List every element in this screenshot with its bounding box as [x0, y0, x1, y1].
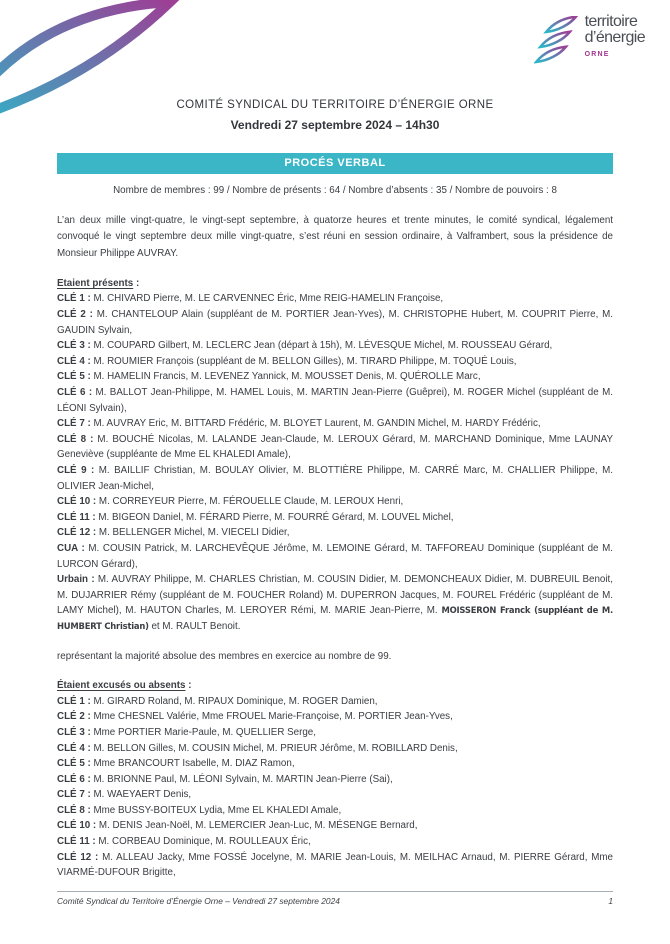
attendee-line: CLÉ 12 : M. ALLEAU Jacky, Mme FOSSÉ Jocelyne, M. MARIE Jean-Louis, M. MEILHAC Arnaud, M. PIERRE Gérard, Mme VIARMÉ-DUFOUR Brigitte,	[57, 851, 613, 879]
proces-verbal-banner: PROCÉS VERBAL	[57, 153, 613, 174]
attendee-line: CLÉ 10 : M. DENIS Jean-Noël, M. LEMERCIER Jean-Luc, M. MÉSENGE Bernard,	[57, 820, 418, 832]
attendee-line-label: CLÉ 10 :	[57, 820, 99, 832]
document-date-heading: Vendredi 27 septembre 2024 – 14h30	[230, 118, 440, 132]
attendee-line-label: CLÉ 1 :	[57, 293, 94, 305]
attendee-line: CLÉ 4 : M. BELLON Gilles, M. COUSIN Michel, M. PRIEUR Jérôme, M. ROBILLARD Denis,	[57, 742, 458, 754]
attendee-line-label: CLÉ 5 :	[57, 371, 94, 383]
footer-document-title: Comité Syndical du Territoire d’Énergie Orne – Vendredi 27 septembre 2024	[57, 896, 340, 906]
attendee-line: CUA : M. COUSIN Patrick, M. LARCHEVÊQUE Jérôme, M. LEMOINE Gérard, M. TAFFOREAU Dominique (suppléant de M. LURCON Gérard),	[57, 542, 613, 570]
present-heading	[57, 276, 613, 292]
attendee-line-label: Urbain :	[57, 574, 98, 586]
brand-name-line1: territoire	[584, 13, 638, 30]
attendee-line: CLÉ 5 : Mme BRANCOURT Isabelle, M. DIAZ Ramon,	[57, 758, 295, 770]
brand-region-label: ORNE	[584, 51, 610, 58]
absent-heading-colon: :	[185, 680, 192, 692]
attendee-line: CLÉ 12 : M. BELLENGER Michel, M. VIECELI Didier,	[57, 527, 290, 539]
attendee-line: CLÉ 9 : M. BAILLIF Christian, M. BOULAY Olivier, M. BLOTTIÈRE Philippe, M. CARRÉ Marc, M. CHALLIER Philippe, M. OLIVIER Jean-Michel,	[57, 465, 613, 492]
absent-heading-text: Étaient excusés ou absents	[57, 680, 186, 692]
attendee-line: CLÉ 7 : M. AUVRAY Eric, M. BITTARD Frédéric, M. BLOYET Laurent, M. GANDIN Michel, M. HARDY Frédéric,	[57, 418, 541, 430]
present-list	[57, 291, 613, 634]
attendee-line: CLÉ 4 : M. ROUMIER François (suppléant de M. BELLON Gilles), M. TIRARD Philippe, M. TOQUÉ Louis,	[57, 355, 517, 367]
attendee-line: CLÉ 11 : M. BIGEON Daniel, M. FÉRARD Pierre, M. FOURRÉ Gérard, M. LOUVEL Michel,	[57, 511, 454, 523]
attendee-line-label: CLÉ 4 :	[57, 742, 94, 754]
present-heading-colon: :	[133, 277, 140, 289]
attendee-line-label: CLÉ 12 :	[57, 851, 103, 863]
attendee-line: Urbain : M. AUVRAY Philippe, M. CHARLES Christian, M. COUSIN Didier, M. DEMONCHEAUX Didier, M. DUBREUIL Benoit, M. DUJARRIER Rémy (suppléant de M. FOUCHER Roland) M. DUPERRON Jacques, M. FOUREL Frédéric (suppléant de M. LAMY Michel), M. HAUTON Charles, M. LEROYER Rémi, M. MARIE Jean-Pierre, M. MOISSERON Franck (suppléant de M. HUMBERT Christian) et M. RAULT Benoit.	[57, 574, 613, 632]
attendee-line: CLÉ 3 : M. COUPARD Gilbert, M. LECLERC Jean (départ à 15h), M. LÉVESQUE Michel, M. ROUSSEAU Gérard,	[57, 340, 553, 352]
attendee-line: CLÉ 6 : M. BALLOT Jean-Philippe, M. HAMEL Louis, M. MARTIN Jean-Pierre (Guêprei), M. ROGER Michel (suppléant de M. LÉONI Sylvain),	[57, 387, 613, 414]
attendee-line: CLÉ 2 : Mme CHESNEL Valérie, Mme FROUEL Marie-Françoise, M. PORTIER Jean-Yves,	[57, 711, 453, 723]
attendee-line-label: CLÉ 2 :	[57, 309, 97, 321]
page-footer	[57, 891, 613, 906]
intro-paragraph: L’an deux mille vingt-quatre, le vingt-sept septembre, à quatorze heures et trente minutes, le comité syndical, légalement convoqué le vingt septembre deux mille vingt-quatre, s’est réuni en session ordinaire, à Valframbert, sous la présidence de Monsieur Philippe AUVRAY.	[57, 215, 613, 259]
attendee-line-label: CLÉ 8 :	[57, 433, 98, 445]
attendee-line: CLÉ 3 : Mme PORTIER Marie-Paule, M. QUELLIER Serge,	[57, 726, 316, 738]
attendee-line: CLÉ 7 : M. WAEYAERT Denis,	[57, 789, 192, 801]
attendee-line-label: CLÉ 9 :	[57, 465, 99, 477]
absent-list	[57, 694, 613, 881]
attendee-line-label: CLÉ 5 :	[57, 758, 94, 770]
attendee-line-label: CLÉ 10 :	[57, 496, 99, 508]
footer-page-number: 1	[608, 896, 613, 906]
attendee-line-label: CLÉ 3 :	[57, 726, 94, 738]
attendee-line-label: CLÉ 11 :	[57, 836, 99, 848]
attendee-line: CLÉ 2 : M. CHANTELOUP Alain (suppléant de M. PORTIER Jean-Yves), M. CHRISTOPHE Hubert, M. COUPRIT Pierre, M. GAUDIN Sylvain,	[57, 309, 613, 336]
attendee-line-label: CLÉ 3 :	[57, 340, 94, 352]
absent-heading	[57, 678, 613, 694]
attendee-line-label: CLÉ 7 :	[57, 418, 94, 430]
attendee-line: CLÉ 10 : M. CORREYEUR Pierre, M. FÉROUELLE Claude, M. LEROUX Henri,	[57, 496, 404, 508]
attendee-line-label: CUA :	[57, 542, 89, 554]
attendee-line: CLÉ 8 : M. BOUCHÉ Nicolas, M. LALANDE Jean-Claude, M. LEROUX Gérard, M. MARCHAND Dominique, Mme LAUNAY Geneviève (suppléante de Mme EL KHALEDI Amale),	[57, 433, 613, 461]
present-heading-text: Etaient présents	[57, 277, 134, 289]
attendee-line-label: CLÉ 6 :	[57, 387, 96, 399]
attendee-line-label: CLÉ 8 :	[57, 804, 94, 816]
attendee-line-label: CLÉ 7 :	[57, 789, 94, 801]
attendee-line: CLÉ 8 : Mme BUSSY-BOITEUX Lydia, Mme EL KHALEDI Amale,	[57, 804, 342, 816]
attendee-line: CLÉ 1 : M. GIRARD Roland, M. RIPAUX Dominique, M. ROGER Damien,	[57, 695, 378, 707]
brand-name-line2: d’énergie	[584, 28, 645, 46]
majority-line: représentant la majorité absolue des membres en exercice au nombre de 99.	[57, 650, 392, 662]
attendee-line-label: CLÉ 1 :	[57, 695, 94, 707]
document-title: COMITÉ SYNDICAL DU TERRITOIRE D’ÉNERGIE ORNE	[176, 99, 494, 111]
attendee-line-label: CLÉ 4 :	[57, 355, 94, 367]
attendee-line-label: CLÉ 2 :	[57, 711, 94, 723]
attendee-line: CLÉ 11 : M. CORBEAU Dominique, M. ROULLEAUX Éric,	[57, 836, 311, 848]
attendee-line: CLÉ 6 : M. BRIONNE Paul, M. LÉONI Sylvain, M. MARTIN Jean-Pierre (Sai),	[57, 773, 393, 785]
member-counts-line: Nombre de membres : 99 / Nombre de présents : 64 / Nombre d’absents : 35 / Nombre de pouvoirs : 8	[113, 185, 557, 196]
attendee-line: CLÉ 1 : M. CHIVARD Pierre, M. LE CARVENNEC Éric, Mme REIG-HAMELIN Françoise,	[57, 293, 444, 305]
attendee-line-label: CLÉ 11 :	[57, 511, 99, 523]
attendee-line: CLÉ 5 : M. HAMELIN Francis, M. LEVENEZ Yannick, M. MOUSSET Denis, M. QUÉROLLE Marc,	[57, 371, 481, 383]
attendee-line-label: CLÉ 6 :	[57, 773, 94, 785]
document-body	[57, 0, 613, 881]
attendee-line-label: CLÉ 12 :	[57, 527, 99, 539]
